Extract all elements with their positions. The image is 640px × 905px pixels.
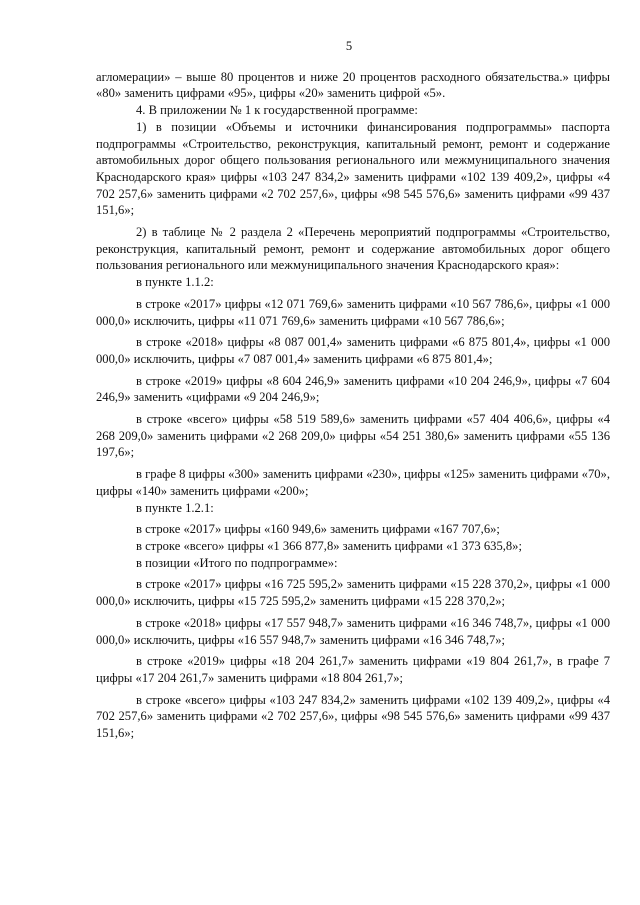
paragraph: в позиции «Итого по подпрограмме»: [136,555,338,570]
page-number: 5 [345,39,353,53]
document-body [96,69,610,742]
paragraph: в строке «2018» цифры «8 087 001,4» заменить цифрами «6 875 801,4», цифры «1 000 000,0» исключить, цифры «7 087 001,4» заменить цифрами «6 875 801,4»; [96,335,610,366]
paragraph: 2) в таблице № 2 раздела 2 «Перечень мероприятий подпрограммы «Строительство, реконструкция, капитальный ремонт, ремонт и содержание автомобильных дорог общего пользования регионального или межмуниципального значения Краснодарского края»: [96,225,610,273]
paragraph: в строке «2018» цифры «17 557 948,7» заменить цифрами «16 346 748,7», цифры «1 000 000,0» исключить, цифры «16 557 948,7» заменить цифрами «16 346 748,7»; [96,615,610,647]
paragraph: агломерации» – выше 80 процентов и ниже 20 процентов расходного обязательства.» цифры «80» заменить цифрами «95», цифры «20» заменить цифрой «5». [96,69,610,101]
paragraph: в строке «всего» цифры «58 519 589,6» заменить цифрами «57 404 406,6», цифры «4 268 209,0» заменить цифрами «2 268 209,0» цифры «54 251 380,6» заменить цифрами «55 136 197,6»; [96,412,610,460]
paragraph: 1) в позиции «Объемы и источники финансирования подпрограммы» паспорта подпрограммы «Строительство, реконструкция, капитальный ремонт, ремонт и содержание автомобильных дорог общего пользования регионального или межмуниципального значения Краснодарского края» цифры «103 247 834,2» заменить цифрами «102 139 409,2», цифры «4 702 257,6» заменить цифрами «2 702 257,6», цифры «98 545 576,6» заменить цифрами «99 437 151,6»; [96,119,610,218]
paragraph: в пункте 1.1.2: [136,275,214,290]
paragraph: в графе 8 цифры «300» заменить цифрами «230», цифры «125» заменить цифрами «70», цифры «140» заменить цифрами «200»; [96,467,610,498]
paragraph: в строке «2019» цифры «18 204 261,7» заменить цифрами «19 804 261,7», в графе 7 цифры «17 204 261,7» заменить цифрами «18 804 261,7»; [96,654,610,685]
paragraph: 4. В приложении № 1 к государственной программе: [136,103,418,118]
paragraph: в строке «2017» цифры «160 949,6» заменить цифрами «167 707,6»; [136,522,500,537]
paragraph: в строке «всего» цифры «1 366 877,8» заменить цифрами «1 373 635,8»; [136,538,522,553]
paragraph: в строке «всего» цифры «103 247 834,2» заменить цифрами «102 139 409,2», цифры «4 702 257,6» заменить цифрами «2 702 257,6», цифры «98 545 576,6» заменить цифрами «99 437 151,6»; [96,692,610,741]
paragraph: в строке «2017» цифры «12 071 769,6» заменить цифрами «10 567 786,6», цифры «1 000 000,0» исключить, цифры «11 071 769,6» заменить цифрами «10 567 786,6»; [96,296,610,328]
paragraph: в строке «2017» цифры «16 725 595,2» заменить цифрами «15 228 370,2», цифры «1 000 000,0» исключить, цифры «15 725 595,2» заменить цифрами «15 228 370,2»; [96,577,610,609]
paragraph: в пункте 1.2.1: [136,500,214,515]
paragraph: в строке «2019» цифры «8 604 246,9» заменить цифрами «10 204 246,9», цифры «7 604 246,9» заменить «цифрами «9 204 246,9»; [96,373,610,405]
